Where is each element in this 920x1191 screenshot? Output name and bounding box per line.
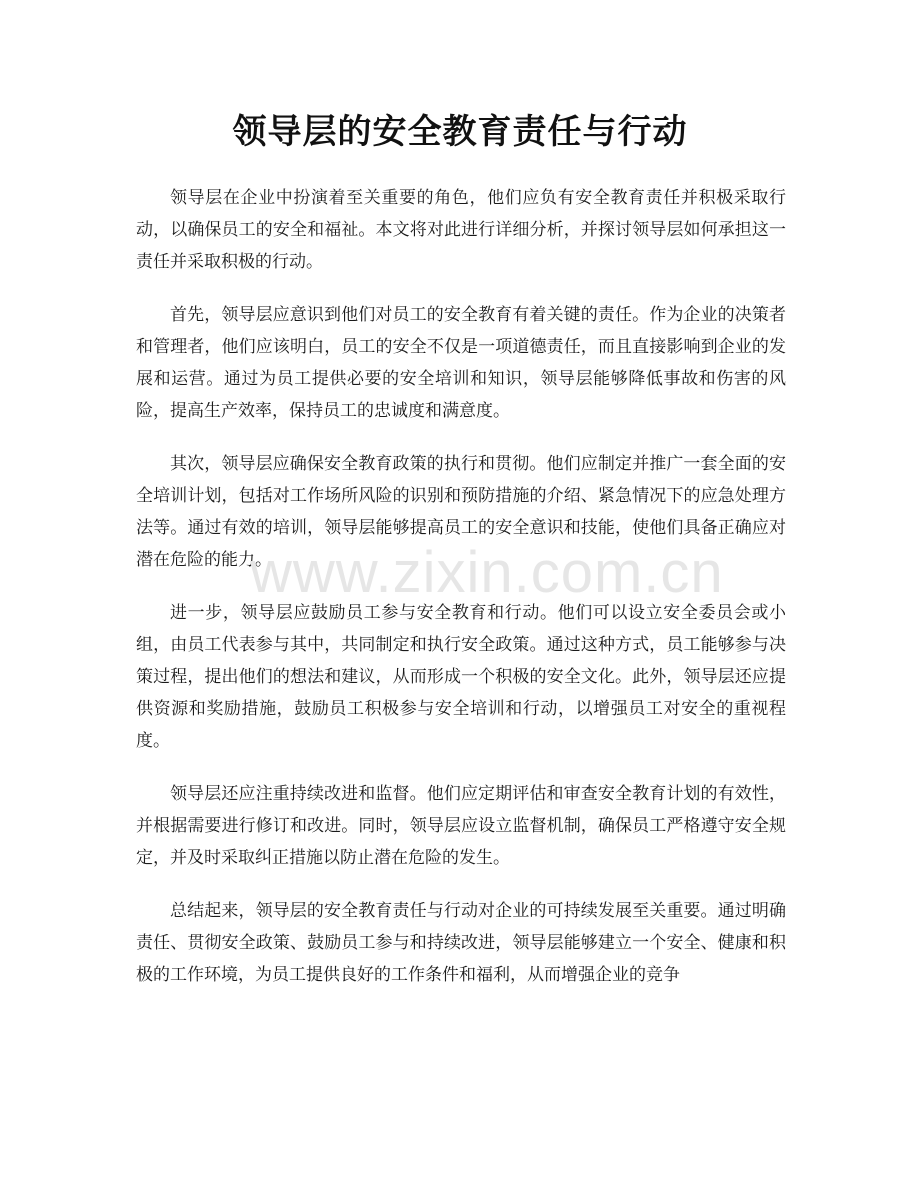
paragraph-conclusion: 总结起来，领导层的安全教育责任与行动对企业的可持续发展至关重要。通过明确责任、贯彻安全政策、鼓励员工参与和持续改进，领导层能够建立一个安全、健康和积极的工作环境，为员工提供良好的工作条件和福利，从而增强企业的竞争 <box>136 901 786 985</box>
paragraph-intro: 领导层在企业中扮演着至关重要的角色，他们应负有安全教育责任并积极采取行动，以确保员工的安全和福祉。本文将对此进行详细分析，并探讨领导层如何承担这一责任并采取积极的行动。 <box>136 188 786 272</box>
watermark: www.zixin.com.cn <box>250 540 724 605</box>
document-title: 领导层的安全教育责任与行动 <box>232 112 688 152</box>
paragraph-continuous-improvement: 领导层还应注重持续改进和监督。他们应定期评估和审查安全教育计划的有效性，并根据需要进行修订和改进。同时，领导层应设立监督机制，确保员工严格遵守安全规定，并及时采取纠正措施以防止潜在危险的发生。 <box>136 784 786 868</box>
paragraph-employee-participation: 进一步，领导层应鼓励员工参与安全教育和行动。他们可以设立安全委员会或小组，由员工代表参与其中，共同制定和执行安全政策。通过这种方式，员工能够参与决策过程，提出他们的想法和建议，从而形成一个积极的安全文化。此外，领导层还应提供资源和奖励措施，鼓励员工积极参与安全培训和行动，以增强员工对安全的重视程度。 <box>136 603 786 751</box>
paragraph-responsibility: 首先，领导层应意识到他们对员工的安全教育有着关键的责任。作为企业的决策者和管理者，他们应该明白，员工的安全不仅是一项道德责任，而且直接影响到企业的发展和运营。通过为员工提供必要的安全培训和知识，领导层能够降低事故和伤害的风险，提高生产效率，保持员工的忠诚度和满意度。 <box>136 305 786 421</box>
paragraph-policy-implementation: 其次，领导层应确保安全教育政策的执行和贯彻。他们应制定并推广一套全面的安全培训计划，包括对工作场所风险的识别和预防措施的介绍、紧急情况下的应急处理方法等。通过有效的培训，领导层能够提高员工的安全意识和技能，使他们具备正确应对潜在危险的能力。 <box>136 454 786 570</box>
document-body <box>136 182 786 1012</box>
